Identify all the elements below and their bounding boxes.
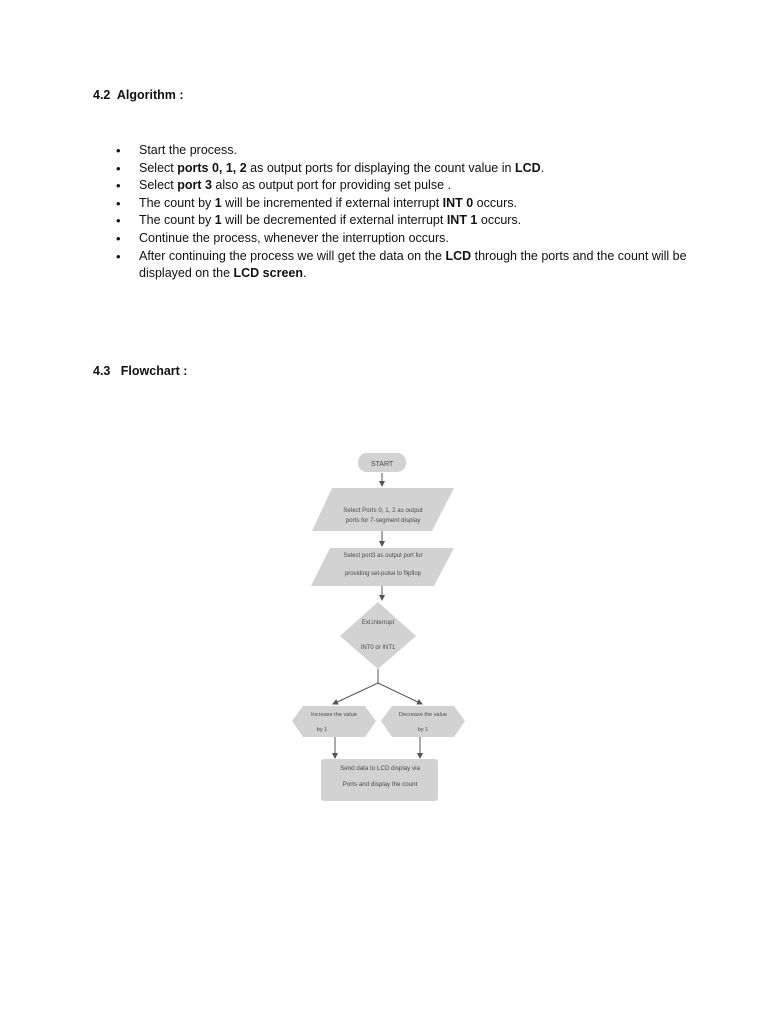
step-text: . [540, 160, 545, 175]
step-text: Continue the process, whenever the interruption occurs. [139, 230, 449, 245]
interrupt-decision [340, 602, 416, 669]
bold-term: LCD [445, 248, 472, 263]
step-text: will be decremented if external interrupt [221, 213, 447, 228]
select-port3-line1: Select port3 as output port for [343, 553, 423, 559]
decision-line2: INT0 or INT1 [360, 645, 396, 651]
flowchart-heading: 4.3 Flowchart : [93, 364, 188, 378]
send-line1: Send data to LCD display via [340, 765, 420, 772]
step-text: also as output port for providing set pulse . [211, 178, 451, 193]
step-text: The count by [139, 213, 215, 228]
connector-to-increase [333, 683, 378, 704]
step-text: Select [139, 178, 178, 193]
select-ports-line2: ports for 7-segment display [345, 517, 421, 524]
increase-line2: by 1 [316, 727, 328, 733]
decrease-line2: by 1 [417, 727, 429, 733]
decrease-line1: Decrease the value [398, 712, 448, 718]
increase-line1: Increase the value [311, 712, 357, 718]
step-text: Start the process. [139, 143, 237, 157]
step-text: The count by [139, 195, 215, 210]
step-text: as output ports for displaying the count value in [246, 160, 515, 175]
bold-term: LCD [514, 160, 541, 175]
step-text: After continuing the process we will get the data on the [139, 248, 446, 263]
bold-term: 1 [214, 213, 222, 228]
algorithm-heading: 4.2 Algorithm : [93, 88, 184, 102]
bold-term: 1 [214, 195, 222, 210]
step-text: . [303, 266, 307, 281]
bold-term: INT 0 [442, 195, 474, 210]
bold-term: INT 1 [446, 213, 478, 228]
select-ports-line1: Select Ports 0, 1, 2 as output [343, 507, 423, 514]
bold-term: ports 0, 1, 2 [177, 160, 247, 175]
connector-to-decrease [378, 683, 422, 704]
select-port3-line2: providing set-pulse to flipflop [344, 571, 422, 577]
step-text: occurs. [473, 195, 517, 210]
send-line2: Ports and display the count [342, 781, 418, 788]
bold-term: port 3 [177, 178, 212, 193]
increase-box [292, 706, 376, 737]
decision-line1: Ext.interrupt [361, 620, 395, 626]
step-text: occurs. [477, 213, 522, 228]
bold-term: LCD screen [233, 266, 303, 281]
step-text: will be incremented if external interrupt [221, 195, 443, 210]
step-text: through the ports and the count will be displayed on the [139, 248, 687, 281]
step-text: Select [139, 160, 178, 175]
start-label: START [370, 461, 394, 468]
